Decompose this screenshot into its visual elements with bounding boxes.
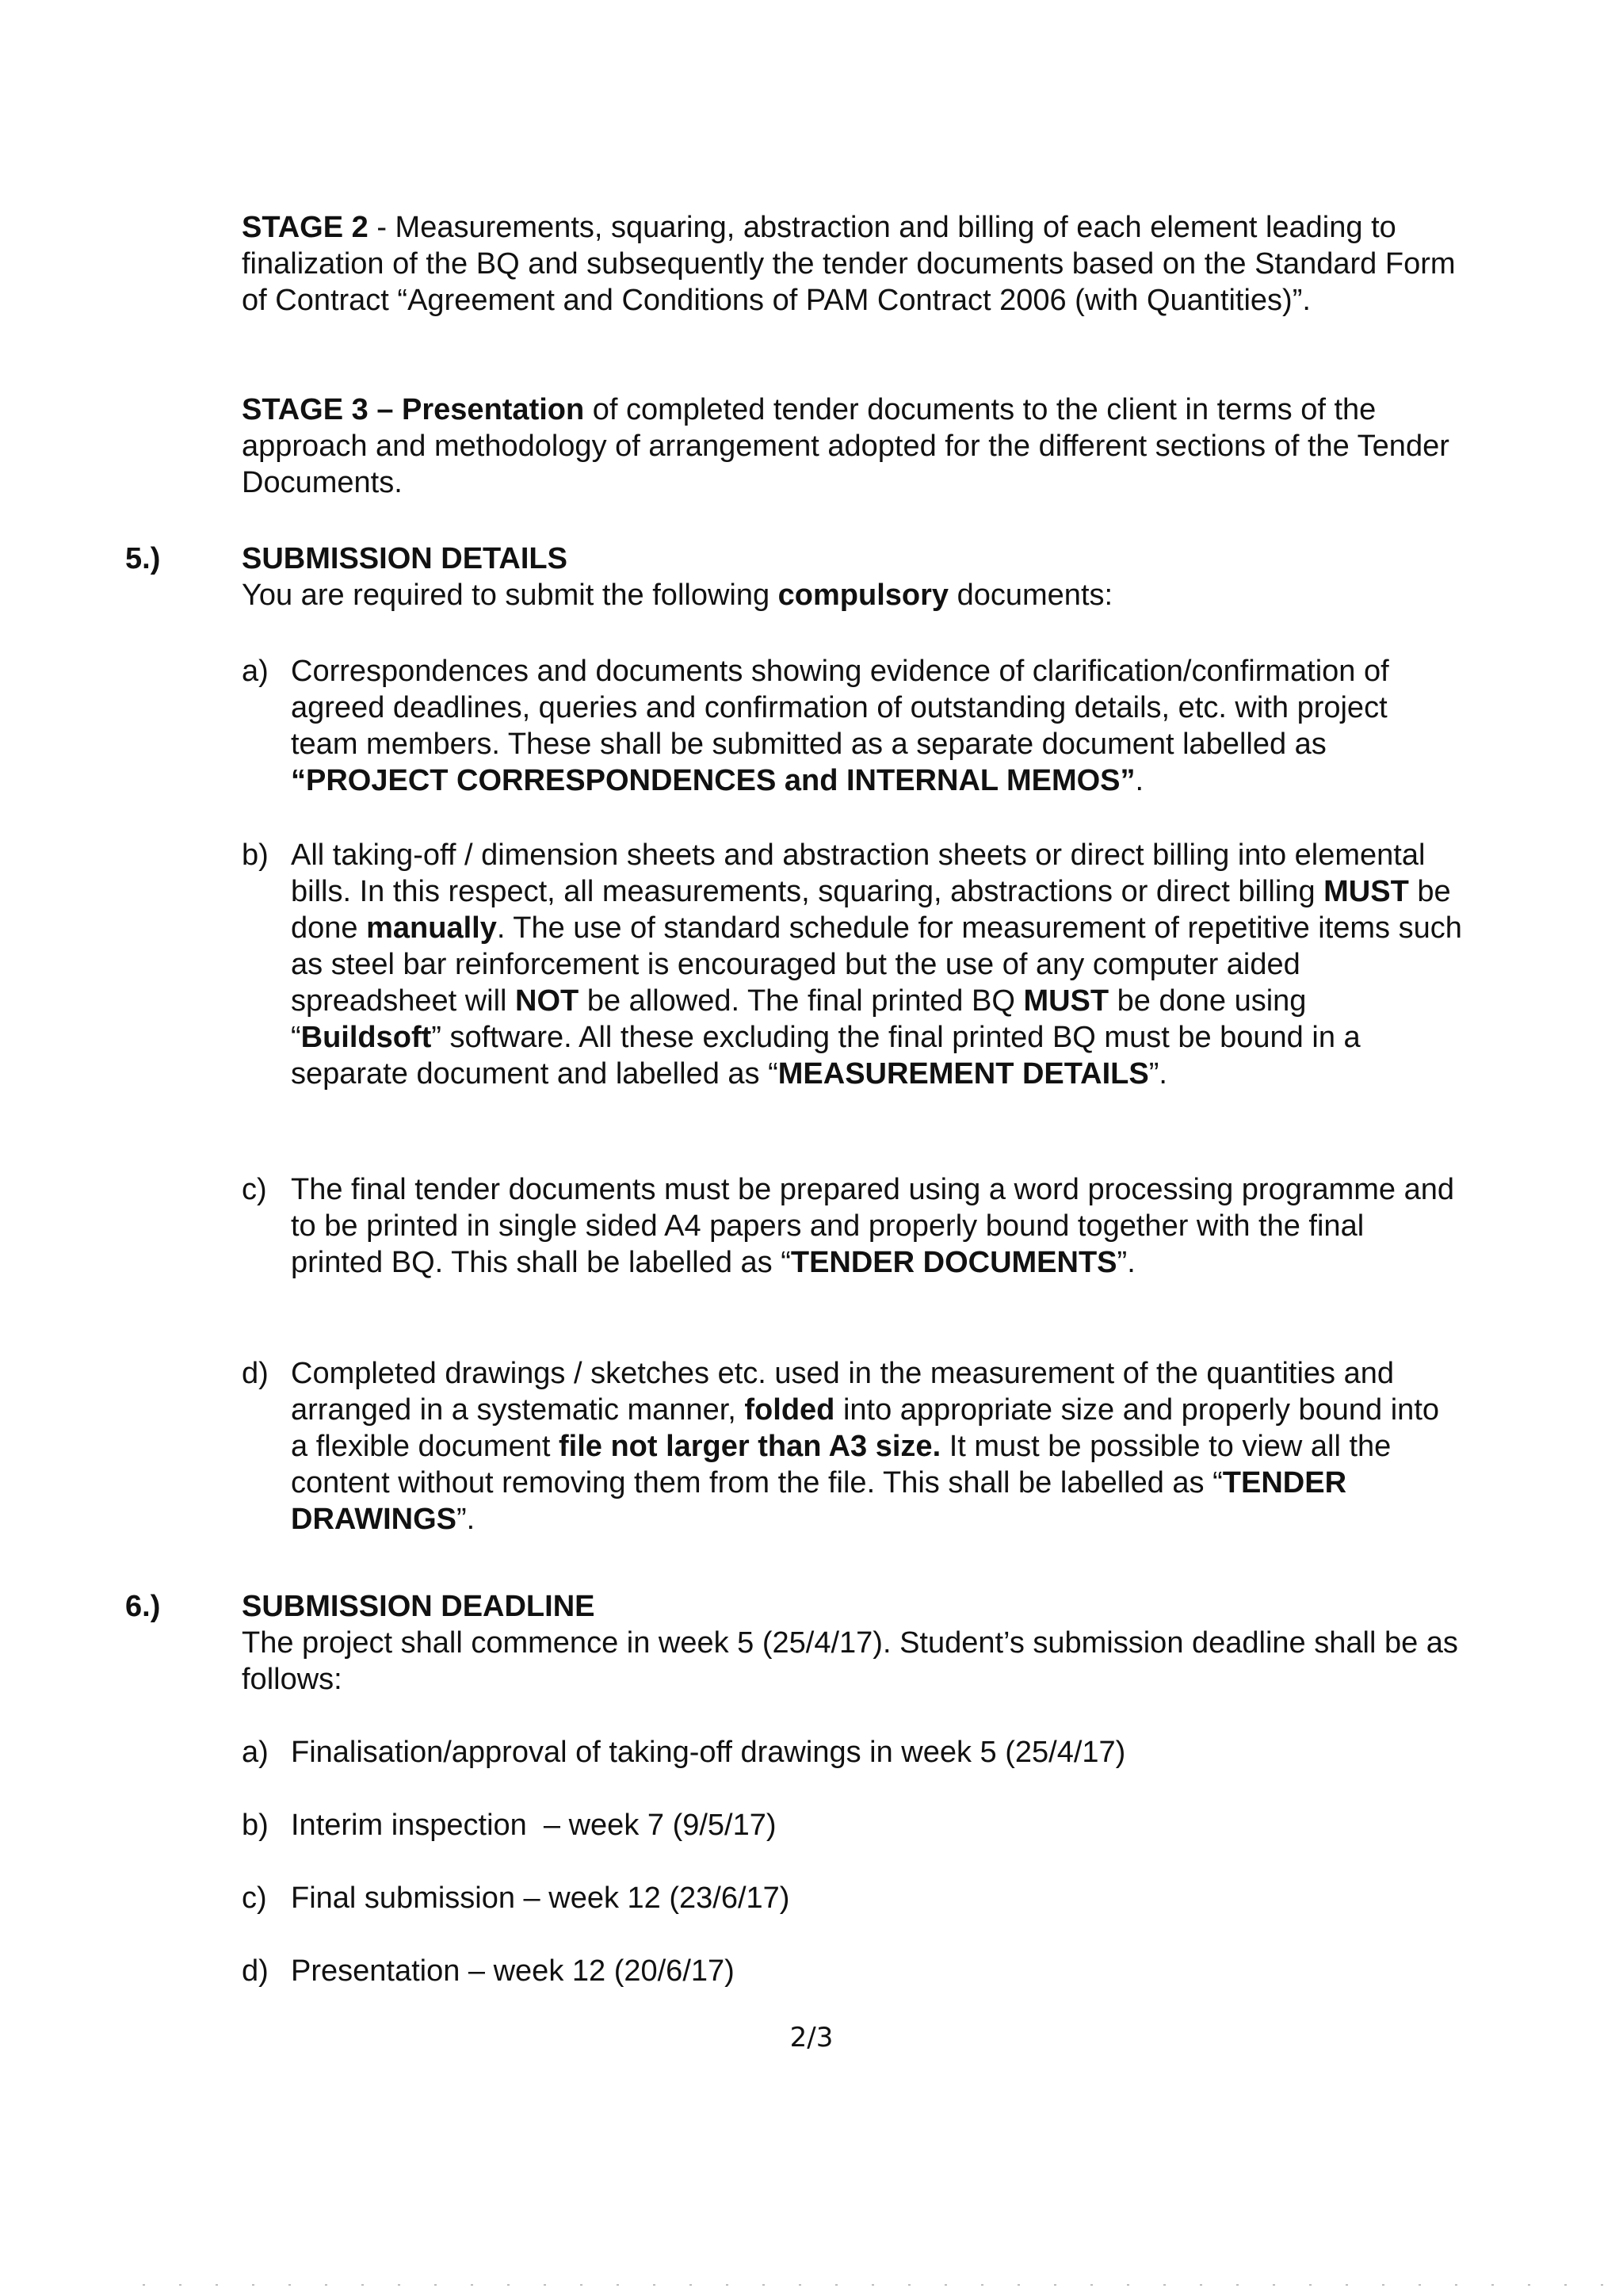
item-text-part: Completed drawings / sketches etc. used in the measurement of the quantities and arranged in a systematic manner,: [291, 1357, 1395, 1427]
item-text-bold: TENDER DOCUMENTS: [790, 1246, 1117, 1279]
item-text-part: ”.: [1117, 1246, 1136, 1279]
item-text-bold: MUST: [1023, 984, 1109, 1018]
item-text-part: . The use of standard schedule for measurement of repetitive items such as steel bar reinforcement is encouraged but the use of any computer aided spreadsheet will: [291, 911, 1462, 1018]
item-text-part: All taking-off / dimension sheets and abstraction sheets or direct billing into elemental bills. In this respect, all measurements, squaring, abstractions or direct billing: [291, 839, 1426, 908]
section-5-title: SUBMISSION DETAILS: [242, 542, 567, 575]
item-label: d): [242, 1357, 269, 1390]
section-6-header: [242, 1588, 1462, 1698]
item-text-part: ”.: [1148, 1057, 1167, 1091]
stage-3-label: STAGE 3: [242, 393, 369, 426]
section-5-intro: [242, 579, 1113, 612]
item-text: Presentation – week 12 (20/6/17): [291, 1954, 735, 1988]
item-text-bold: file not larger than A3 size.: [558, 1430, 941, 1463]
item-text-part: be done: [291, 875, 1451, 945]
item-text: [291, 1355, 1462, 1538]
item-text-bold: MUST: [1323, 875, 1409, 908]
section-6-title: SUBMISSION DEADLINE: [242, 1590, 595, 1623]
item-text: [291, 653, 1462, 799]
item-label: d): [242, 1954, 269, 1988]
scan-artifact-divider: [143, 2284, 1617, 2286]
item-label: b): [242, 839, 269, 872]
stage-3-paragraph: [242, 392, 1462, 501]
item-text-part: into appropriate size and properly bound into a flexible document: [291, 1393, 1440, 1463]
item-text-bold: “PROJECT CORRESPONDENCES and INTERNAL MEMOS”: [291, 764, 1136, 797]
section-5-number: 5.): [125, 542, 161, 575]
stage-3-dash: –: [368, 393, 403, 426]
section-6-number: 6.): [125, 1590, 161, 1623]
item-label: a): [242, 1736, 269, 1769]
item-text-part: The final tender documents must be prepared using a word processing programme and to be printed in single sided A4 papers and properly bound together with the final printed BQ. This shall be labelled as “: [291, 1173, 1455, 1279]
item-text-bold: NOT: [515, 984, 579, 1018]
section-5-intro-post: documents:: [949, 579, 1113, 612]
item-text-bold: Buildsoft: [300, 1021, 432, 1054]
section-5-intro-pre: You are required to submit the following: [242, 579, 778, 612]
item-label: b): [242, 1809, 269, 1842]
item-text: [291, 837, 1462, 1092]
item-text-part: be allowed. The final printed BQ: [579, 984, 1024, 1018]
item-text: Interim inspection – week 7 (9/5/17): [291, 1809, 777, 1842]
item-text: [291, 1171, 1462, 1281]
item-text-part: Correspondences and documents showing evidence of clarification/confirmation of agreed deadlines, queries and confirmation of outstanding details, etc. with project team members. These shall be submitted as a separate document labelled as: [291, 655, 1389, 761]
item-text-part: be done using “: [291, 984, 1307, 1054]
item-text-bold: folded: [744, 1393, 835, 1427]
item-text-part: ” software. All these excluding the final printed BQ must be bound in a separate document and labelled as “: [291, 1021, 1361, 1091]
page-number: 2/3: [789, 2022, 834, 2053]
item-text-bold: TENDER DRAWINGS: [291, 1466, 1347, 1536]
stage-2-label: STAGE 2: [242, 211, 369, 244]
section-6-intro: The project shall commence in week 5 (25/4/17). Student’s submission deadline shall be as follows:: [242, 1626, 1458, 1696]
item-label: c): [242, 1881, 267, 1915]
item-text-bold: MEASUREMENT DETAILS: [777, 1057, 1149, 1091]
section-5-header: [242, 541, 1462, 613]
item-text-part: It must be possible to view all the content without removing them from the file. This shall be labelled as “: [291, 1430, 1392, 1499]
item-label: a): [242, 655, 269, 688]
stage-3-text: of completed tender documents to the client in terms of the approach and methodology of arrangement adopted for the different sections of the Tender Documents.: [242, 393, 1449, 499]
stage-3-bold-word: Presentation: [402, 393, 585, 426]
stage-2-paragraph: [242, 209, 1462, 319]
item-text-bold: manually: [366, 911, 497, 945]
section-5-intro-bold: compulsory: [777, 579, 949, 612]
item-text: Finalisation/approval of taking-off drawings in week 5 (25/4/17): [291, 1736, 1126, 1769]
item-text-part: .: [1135, 764, 1144, 797]
stage-2-text: - Measurements, squaring, abstraction and billing of each element leading to finalization of the BQ and subsequently the tender documents based on the Standard Form of Contract “Agreement and Conditions of PAM Contract 2006 (with Quantities)”.: [242, 211, 1456, 317]
item-text: Final submission – week 12 (23/6/17): [291, 1881, 790, 1915]
item-text-part: ”.: [456, 1503, 475, 1536]
item-label: c): [242, 1173, 267, 1206]
